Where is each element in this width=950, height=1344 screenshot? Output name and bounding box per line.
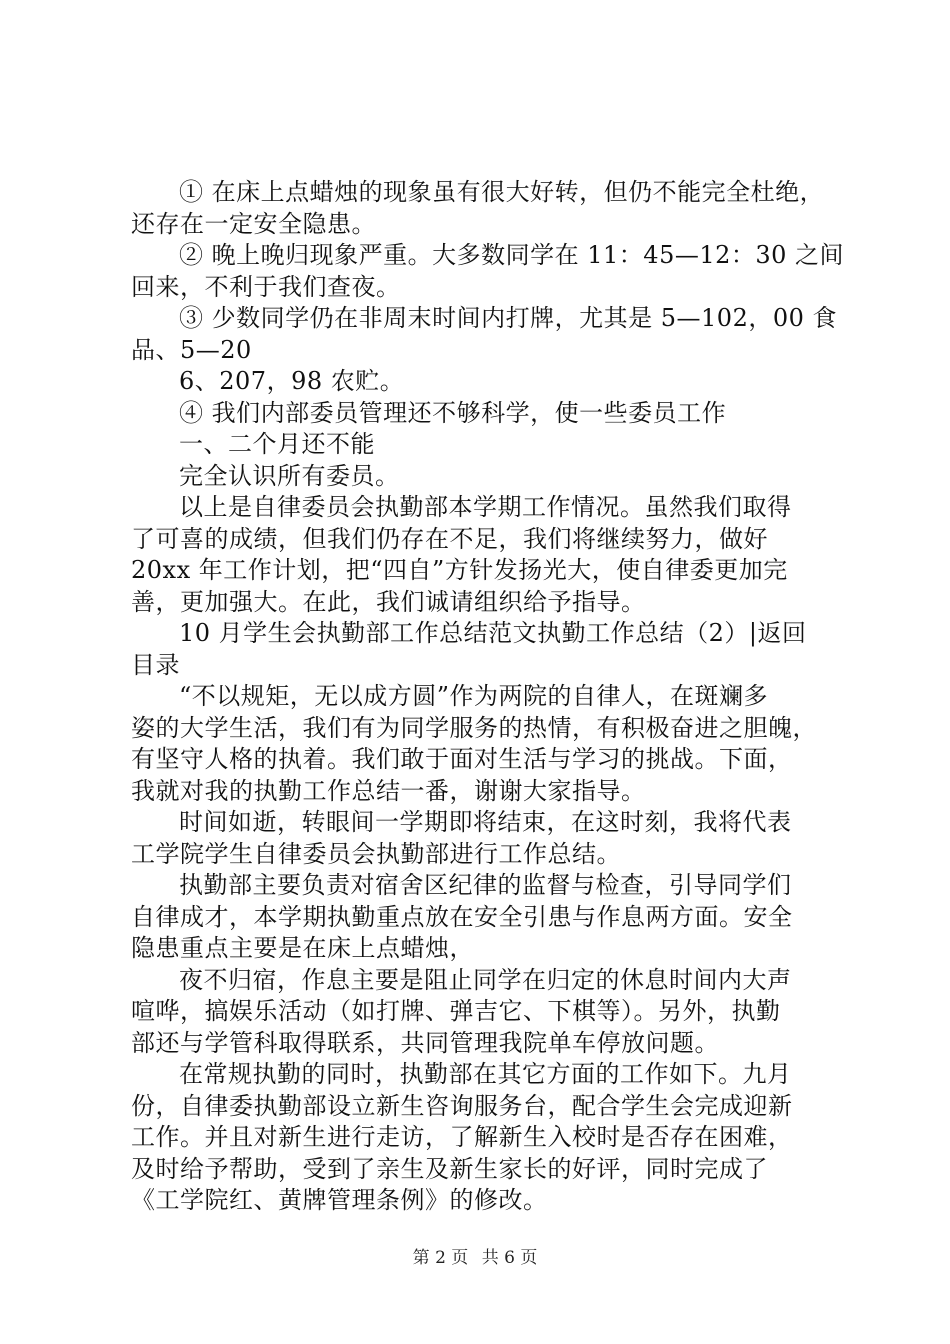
text-line: 执勤部主要负责对宿舍区纪律的监督与检查，引导同学们 bbox=[179, 871, 792, 899]
text-line: 20xx 年工作计划，把“四自”方针发扬光大，使自律委更加完 bbox=[131, 556, 788, 584]
text-line: 回来，不利于我们查夜。 bbox=[131, 272, 401, 301]
text-line: 在常规执勤的同时，执勤部在其它方面的工作如下。九月 bbox=[179, 1060, 792, 1088]
page-total: 共 6 页 bbox=[481, 1248, 538, 1268]
text-line: 《工学院红、黄牌管理条例》的修改。 bbox=[131, 1186, 548, 1214]
text-line: 还存在一定安全隐患。 bbox=[131, 209, 376, 238]
body-text bbox=[131, 177, 845, 1217]
text-line: 品、5—20 bbox=[131, 335, 252, 364]
text-line: 完全认识所有委员。 bbox=[179, 461, 400, 490]
text-line: 善，更加强大。在此，我们诚请组织给予指导。 bbox=[131, 587, 646, 616]
text-line: 自律成才，本学期执勤重点放在安全引患与作息两方面。安全 bbox=[131, 902, 793, 931]
text-line: 夜不归宿，作息主要是阻止同学在归定的休息时间内大声 bbox=[179, 965, 792, 994]
text-line: 10 月学生会执勤部工作总结范文执勤工作总结（2）|返回 bbox=[179, 619, 807, 647]
text-line: 隐患重点主要是在床上点蜡烛， bbox=[131, 934, 474, 962]
text-line: 工学院学生自律委员会执勤部进行工作总结。 bbox=[131, 839, 621, 868]
text-line: 工作。并且对新生进行走访，了解新生入校时是否存在困难， bbox=[131, 1123, 793, 1151]
text-line: ③ 少数同学仍在非周末时间内打牌，尤其是 5—102，00 食 bbox=[179, 304, 838, 332]
text-line: 我就对我的执勤工作总结一番，谢谢大家指导。 bbox=[131, 776, 646, 805]
text-line: ② 晚上晚归现象严重。大多数同学在 11：45—12：30 之间 bbox=[179, 241, 845, 269]
text-line: 姿的大学生活，我们有为同学服务的热情，有积极奋进之胆魄， bbox=[131, 713, 817, 742]
text-line: “不以规矩，无以成方圆”作为两院的自律人，在斑斓多 bbox=[179, 682, 769, 710]
text-line: ④ 我们内部委员管理还不够科学，使一些委员工作 bbox=[179, 398, 727, 427]
text-line: 以上是自律委员会执勤部本学期工作情况。虽然我们取得 bbox=[179, 493, 792, 521]
text-line: 时间如逝，转眼间一学期即将结束，在这时刻，我将代表 bbox=[179, 808, 792, 836]
text-line: 目录 bbox=[131, 650, 180, 679]
text-line: 份，自律委执勤部设立新生咨询服务台，配合学生会完成迎新 bbox=[131, 1091, 793, 1120]
text-line: 一、二个月还不能 bbox=[179, 430, 375, 458]
page-footer bbox=[0, 1243, 950, 1268]
text-line: 喧哗，搞娱乐活动（如打牌、弹吉它、下棋等）。另外，执勤 bbox=[131, 997, 781, 1025]
text-line: 及时给予帮助，受到了亲生及新生家长的好评，同时完成了 bbox=[131, 1154, 768, 1183]
text-line: 6、207，98 农贮。 bbox=[179, 367, 405, 395]
page-number: 第 2 页 bbox=[412, 1248, 469, 1268]
text-line: ① 在床上点蜡烛的现象虽有很大好转，但仍不能完全杜绝， bbox=[179, 178, 825, 206]
text-line: 有坚守人格的执着。我们敢于面对生活与学习的挑战。下面， bbox=[131, 745, 793, 773]
text-line: 部还与学管科取得联系，共同管理我院单车停放问题。 bbox=[131, 1028, 719, 1057]
text-line: 了可喜的成绩，但我们仍存在不足，我们将继续努力，做好 bbox=[131, 524, 768, 553]
